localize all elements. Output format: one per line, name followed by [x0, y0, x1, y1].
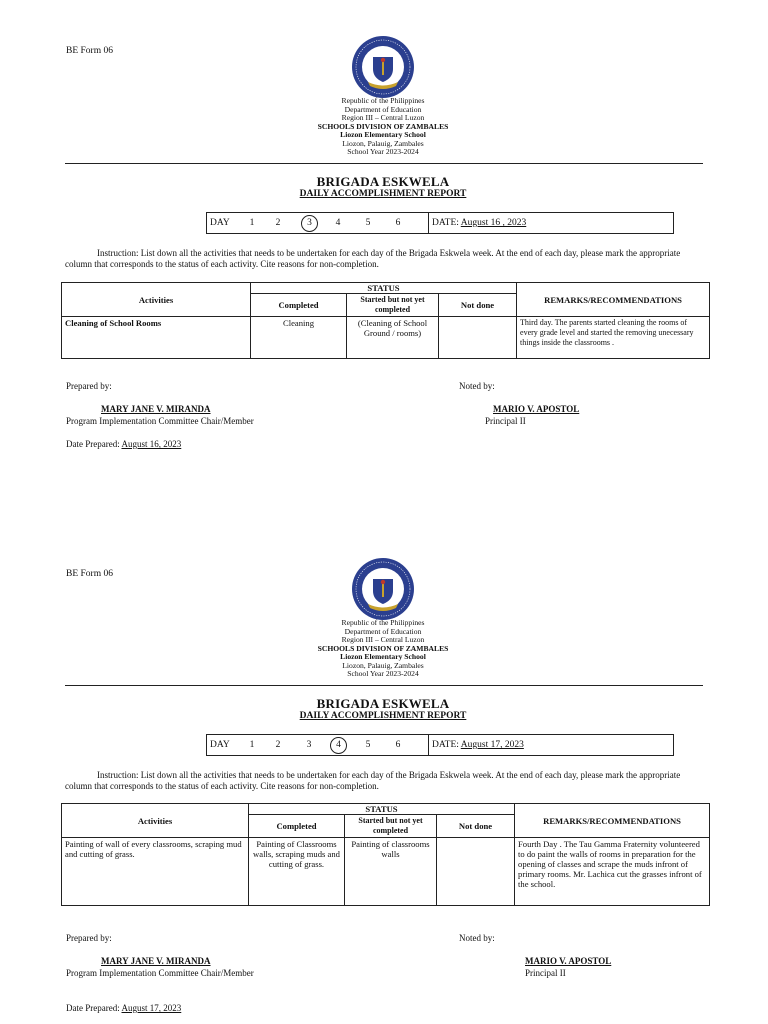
col-started: Started but not yet completed — [345, 815, 437, 838]
header-line-school-year: School Year 2023-2024 — [347, 669, 419, 678]
header-divider — [65, 685, 703, 686]
noter-position: Principal II — [525, 968, 566, 978]
cell-started: (Cleaning of School Ground / rooms) — [347, 317, 439, 359]
prepared-by-label: Prepared by: — [66, 381, 112, 391]
date-label: DATE: — [432, 218, 459, 228]
accomplishment-table — [61, 282, 710, 359]
col-remarks: REMARKS/RECOMMENDATIONS — [515, 804, 710, 838]
day-date-separator — [428, 213, 429, 233]
instruction-text: Instruction: List down all the activities that needs to be undertaken for each day of the Brigada Eskwela week. At the end of each day, please mark the appropriate column that corresponds to the status of each activity. Cite reasons for non-completion. — [65, 770, 681, 791]
form-id: BE Form 06 — [66, 46, 113, 56]
cell-remarks: Fourth Day . The Tau Gamma Fraternity volunteered to do paint the walls of rooms in preparation for the opening of classes and scrape the muds infront of primary rooms. Mr. Lachica cut the grasses infront of the school. — [515, 838, 710, 906]
header-line-school: Liozon Elementary School — [340, 130, 426, 139]
cell-completed: Painting of Classrooms walls, scraping muds and cutting of grass. — [249, 838, 345, 906]
header-line-region: Region III – Central Luzon — [341, 635, 425, 644]
col-not-done: Not done — [437, 815, 515, 838]
date-value: August 17, 2023 — [460, 740, 524, 750]
noter-position: Principal II — [485, 416, 526, 426]
day-option-5: 5 — [365, 218, 371, 228]
header-line-division: SCHOOLS DIVISION OF ZAMBALES — [317, 643, 449, 653]
header-line-region: Region III – Central Luzon — [341, 113, 425, 122]
col-status: STATUS — [251, 283, 517, 294]
header-line-address: Liozon, Palauig, Zambales — [342, 660, 424, 670]
date-prepared-value: August 17, 2023 — [121, 1003, 182, 1013]
cell-started: Painting of classrooms walls — [345, 838, 437, 906]
day-option-4: 4 — [335, 218, 341, 228]
cell-activity: Cleaning of School Rooms — [62, 317, 251, 359]
cell-not-done — [437, 838, 515, 906]
cell-not-done — [439, 317, 517, 359]
day-option-6: 6 — [395, 218, 401, 228]
day-option-5: 5 — [365, 740, 371, 750]
day-option-1: 1 — [249, 740, 255, 750]
deped-seal-icon — [351, 557, 415, 621]
day-option-2: 2 — [275, 218, 281, 228]
deped-seal-icon — [351, 35, 415, 99]
date-field — [432, 218, 526, 228]
day-label: DAY — [210, 740, 230, 750]
table-row — [62, 838, 710, 906]
report-title: BRIGADA ESKWELA — [316, 174, 450, 189]
col-status: STATUS — [249, 804, 515, 815]
date-prepared — [66, 439, 181, 449]
cell-remarks: Third day. The parents started cleaning the rooms of every grade level and started the removing unecessary things inside the classrooms . — [517, 317, 710, 359]
day-label: DAY — [210, 218, 230, 228]
cell-completed: Cleaning — [251, 317, 347, 359]
form-id: BE Form 06 — [66, 569, 113, 579]
day-option-3-selected: 3 — [301, 215, 318, 232]
preparer-position: Program Implementation Committee Chair/Member — [66, 968, 254, 978]
date-field — [432, 740, 524, 750]
day-option-3: 3 — [306, 740, 312, 750]
day-date-box — [206, 734, 674, 756]
header-line-division: SCHOOLS DIVISION OF ZAMBALES — [317, 121, 449, 131]
date-prepared-label: Date Prepared: — [66, 439, 120, 449]
day-date-box — [206, 212, 674, 234]
report-subtitle: DAILY ACCOMPLISHMENT REPORT — [299, 189, 467, 199]
col-not-done: Not done — [439, 294, 517, 317]
col-completed: Completed — [251, 294, 347, 317]
preparer-name: MARY JANE V. MIRANDA — [101, 956, 211, 966]
noted-by-label: Noted by: — [459, 381, 495, 391]
letterhead — [233, 97, 533, 157]
header-line-address: Liozon, Palauig, Zambales — [342, 138, 424, 148]
col-remarks: REMARKS/RECOMMENDATIONS — [517, 283, 710, 317]
col-activities: Activities — [62, 804, 249, 838]
instruction-text: Instruction: List down all the activities that needs to be undertaken for each day of the Brigada Eskwela week. At the end of each day, please mark the appropriate column that corresponds to the status of each activity. Cite reasons for non-completion. — [65, 248, 681, 269]
day-option-2: 2 — [275, 740, 281, 750]
preparer-position: Program Implementation Committee Chair/Member — [66, 416, 254, 426]
prepared-by-label: Prepared by: — [66, 933, 112, 943]
col-activities: Activities — [62, 283, 251, 317]
noter-name: MARIO V. APOSTOL — [493, 404, 580, 414]
col-completed: Completed — [249, 815, 345, 838]
header-line-school-year: School Year 2023-2024 — [347, 147, 419, 156]
day-option-1: 1 — [249, 218, 255, 228]
report-subtitle: DAILY ACCOMPLISHMENT REPORT — [299, 711, 467, 721]
date-prepared — [66, 1003, 181, 1013]
date-label: DATE: — [432, 740, 459, 750]
report-title: BRIGADA ESKWELA — [316, 696, 450, 711]
col-started: Started but not yet completed — [347, 294, 439, 317]
table-row — [62, 317, 710, 359]
day-option-6: 6 — [395, 740, 401, 750]
header-divider — [65, 163, 703, 164]
header-line-republic: Republic of the Philippines — [341, 96, 425, 105]
noter-name: MARIO V. APOSTOL — [525, 956, 612, 966]
date-value: August 16 , 2023 — [460, 218, 527, 228]
noted-by-label: Noted by: — [459, 933, 495, 943]
header-line-department: Department of Education — [344, 626, 422, 636]
header-line-republic: Republic of the Philippines — [341, 618, 425, 627]
day-date-separator — [428, 735, 429, 755]
date-prepared-label: Date Prepared: — [66, 1003, 120, 1013]
cell-activity: Painting of wall of every classrooms, scraping mud and cutting of grass. — [62, 838, 249, 906]
day-option-4-selected: 4 — [330, 737, 347, 754]
preparer-name: MARY JANE V. MIRANDA — [101, 404, 211, 414]
header-line-school: Liozon Elementary School — [340, 652, 426, 661]
letterhead — [233, 619, 533, 679]
date-prepared-value: August 16, 2023 — [121, 439, 182, 449]
header-line-department: Department of Education — [344, 104, 422, 114]
accomplishment-table — [61, 803, 710, 906]
